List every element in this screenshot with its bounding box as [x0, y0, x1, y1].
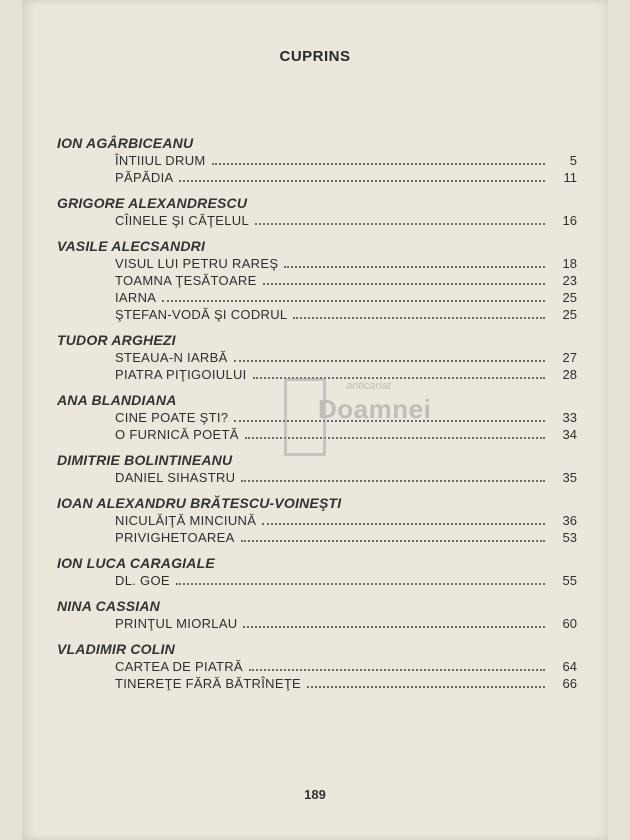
toc-entry [115, 349, 577, 366]
entry-title: CINE POATE ŞTI? [115, 410, 229, 425]
toc-section [57, 392, 577, 443]
entry-page-number: 55 [562, 573, 577, 588]
entry-page-number: 64 [562, 659, 577, 674]
dot-leader [284, 265, 545, 268]
dot-leader [176, 582, 545, 585]
watermark-main-text: Doamnei [318, 394, 432, 424]
entry-page-number: 33 [562, 410, 577, 425]
table-of-contents [57, 135, 577, 701]
toc-entry [115, 366, 577, 383]
toc-entry [115, 409, 577, 426]
author-name: DIMITRIE BOLINTINEANU [57, 452, 233, 468]
toc-entry [115, 289, 577, 306]
dot-leader [255, 222, 545, 225]
entry-page-number: 35 [562, 470, 577, 485]
entry-title: CARTEA DE PIATRĂ [115, 659, 243, 674]
entry-title: ŞTEFAN-VODĂ ŞI CODRUL [115, 307, 288, 322]
toc-entry [115, 255, 577, 272]
entry-title: PĂPĂDIA [115, 170, 174, 185]
entry-page-number: 23 [562, 273, 577, 288]
entry-page-number: 5 [569, 153, 577, 168]
author-name: GRIGORE ALEXANDRESCU [57, 195, 248, 211]
author-name: ANA BLANDIANA [57, 392, 177, 408]
entry-title: CÎINELE ŞI CĂŢELUL [115, 213, 249, 228]
entry-title: ÎNTIIUL DRUM [115, 153, 206, 168]
toc-entry [115, 572, 577, 589]
toc-entry [115, 426, 577, 443]
toc-entry [115, 675, 577, 692]
toc-entry [115, 469, 577, 486]
entry-title: TINEREŢE FĂRĂ BĂTRÎNEŢE [115, 676, 302, 691]
toc-section [57, 135, 577, 186]
entry-page-number: 34 [562, 427, 577, 442]
entry-page-number: 28 [562, 367, 577, 382]
dot-leader [179, 179, 545, 182]
entry-title: O FURNICĂ POETĂ [115, 427, 239, 442]
entry-title: STEAUA-N IARBĂ [115, 350, 228, 365]
entry-title: PRIVIGHETOAREA [115, 530, 235, 545]
dot-leader [249, 668, 545, 671]
entry-title: IARNA [115, 290, 157, 305]
dot-leader [234, 419, 545, 422]
author-name: IOAN ALEXANDRU BRĂTESCU-VOINEŞTI [57, 495, 342, 511]
dot-leader [253, 376, 545, 379]
dot-leader [212, 162, 545, 165]
entry-page-number: 25 [562, 307, 577, 322]
toc-section [57, 555, 577, 589]
dot-leader [243, 625, 545, 628]
author-name: TUDOR ARGHEZI [57, 332, 176, 348]
entry-page-number: 53 [562, 530, 577, 545]
toc-entry [115, 658, 577, 675]
author-name: ION AGÂRBICEANU [57, 135, 194, 151]
dot-leader [293, 316, 545, 319]
toc-entry [115, 615, 577, 632]
author-name: VASILE ALECSANDRI [57, 238, 206, 254]
toc-entry [115, 529, 577, 546]
entry-title: NICULĂIŢĂ MINCIUNĂ [115, 513, 257, 528]
dot-leader [307, 685, 545, 688]
dot-leader [262, 522, 545, 525]
toc-section [57, 332, 577, 383]
page-number: 189 [304, 787, 326, 802]
author-name: VLADIMIR COLIN [57, 641, 175, 657]
watermark-small-text: anticariat [346, 380, 391, 392]
entry-title: PIATRA PIŢIGOIULUI [115, 367, 247, 382]
entry-page-number: 16 [562, 213, 577, 228]
dot-leader [245, 436, 545, 439]
entry-page-number: 36 [562, 513, 577, 528]
entry-title: DANIEL SIHASTRU [115, 470, 236, 485]
entry-title: DL. GOE [115, 573, 170, 588]
toc-section [57, 238, 577, 323]
entry-page-number: 18 [562, 256, 577, 271]
entry-title: PRINŢUL MIORLAU [115, 616, 238, 631]
dot-leader [241, 479, 545, 482]
page-title: CUPRINS [279, 48, 351, 65]
dot-leader [162, 299, 545, 302]
book-page [22, 0, 608, 840]
toc-section [57, 598, 577, 632]
entry-page-number: 11 [563, 170, 577, 185]
entry-page-number: 25 [562, 290, 577, 305]
toc-entry [115, 169, 577, 186]
entry-title: VISUL LUI PETRU RAREŞ [115, 256, 279, 271]
dot-leader [263, 282, 545, 285]
author-name: NINA CASSIAN [57, 598, 160, 614]
dot-leader [234, 359, 545, 362]
entry-title: TOAMNA ŢESĂTOARE [115, 273, 257, 288]
entry-page-number: 66 [562, 676, 577, 691]
toc-section [57, 452, 577, 486]
entry-page-number: 60 [562, 616, 577, 631]
dot-leader [241, 539, 545, 542]
toc-entry [115, 512, 577, 529]
toc-entry [115, 212, 577, 229]
entry-page-number: 27 [562, 350, 577, 365]
toc-entry [115, 272, 577, 289]
author-name: ION LUCA CARAGIALE [57, 555, 215, 571]
toc-section [57, 195, 577, 229]
toc-section [57, 495, 577, 546]
toc-section [57, 641, 577, 692]
toc-entry [115, 306, 577, 323]
toc-entry [115, 152, 577, 169]
